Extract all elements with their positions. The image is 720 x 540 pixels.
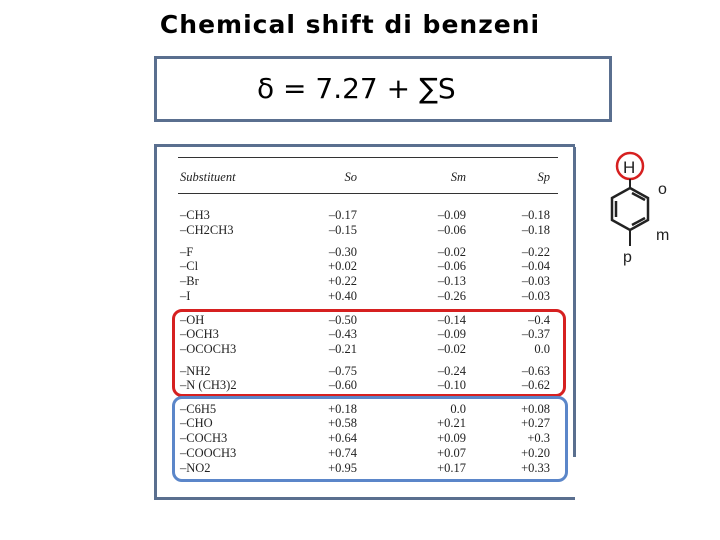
benzene-ring	[612, 188, 648, 230]
value-sp: –0.03	[521, 289, 550, 303]
hydrogen-label: H	[623, 158, 636, 177]
substituent-name: –COOCH3	[180, 446, 237, 460]
para-label: p	[623, 249, 632, 266]
value-sm: –0.09	[437, 208, 466, 222]
header-sp: Sp	[537, 170, 550, 184]
value-sm: –0.06	[437, 223, 466, 237]
value-sm: –0.06	[437, 259, 466, 273]
value-sp: –0.18	[521, 223, 550, 237]
value-sm: –0.02	[437, 342, 466, 356]
value-sm: –0.09	[437, 327, 466, 341]
value-sp: –0.03	[521, 274, 550, 288]
substituent-name: –F	[180, 245, 194, 259]
value-sp: –0.4	[528, 313, 550, 327]
value-so: –0.60	[328, 378, 357, 392]
substituent-name: –OH	[180, 313, 205, 327]
value-sm: –0.10	[437, 378, 466, 392]
value-so: +0.22	[328, 274, 357, 288]
value-so: –0.17	[328, 208, 357, 222]
value-so: –0.43	[328, 327, 357, 341]
value-sp: 0.0	[534, 342, 550, 356]
value-sp: +0.3	[527, 431, 550, 445]
value-so: +0.64	[328, 431, 357, 445]
value-so: –0.21	[328, 342, 357, 356]
header-substituent: Substituent	[180, 170, 236, 184]
table-rule	[178, 157, 558, 158]
value-sp: +0.20	[521, 446, 550, 460]
benzene-structure-diagram	[592, 146, 682, 276]
substituent-name: –Cl	[180, 259, 199, 273]
value-sp: –0.37	[521, 327, 550, 341]
value-sp: +0.27	[521, 416, 550, 430]
chemical-shift-formula: δ = 7.27 + ∑S	[257, 72, 456, 105]
value-sm: +0.17	[437, 461, 466, 475]
meta-label: m	[656, 227, 670, 244]
value-sp: –0.18	[521, 208, 550, 222]
value-so: –0.15	[328, 223, 357, 237]
substituent-name: –NH2	[180, 364, 211, 378]
substituent-name: –I	[180, 289, 191, 303]
substituent-name: –NO2	[180, 461, 211, 475]
value-sm: –0.02	[437, 245, 466, 259]
value-sm: +0.21	[437, 416, 466, 430]
value-sp: +0.33	[521, 461, 550, 475]
slide-title: Chemical shift di benzeni	[159, 10, 541, 39]
value-sp: –0.22	[521, 245, 550, 259]
substituent-name: –COCH3	[180, 431, 228, 445]
header-so: So	[344, 170, 357, 184]
value-so: –0.30	[328, 245, 357, 259]
value-sm: –0.13	[437, 274, 466, 288]
substituent-name: –N (CH3)2	[180, 378, 237, 392]
value-so: +0.58	[328, 416, 357, 430]
substituent-name: –CH2CH3	[180, 223, 234, 237]
value-sm: –0.24	[437, 364, 466, 378]
substituent-name: –CH3	[180, 208, 210, 222]
value-so: –0.50	[328, 313, 357, 327]
value-sm: 0.0	[450, 402, 466, 416]
value-sm: –0.14	[437, 313, 466, 327]
substituent-name: –OCH3	[180, 327, 219, 341]
value-sp: –0.63	[521, 364, 550, 378]
value-sm: +0.07	[437, 446, 466, 460]
substituent-name: –Br	[180, 274, 199, 288]
value-so: +0.74	[328, 446, 357, 460]
value-so: –0.75	[328, 364, 357, 378]
electron-donor-highlight	[172, 309, 566, 397]
value-sp: –0.04	[521, 259, 550, 273]
substituent-name: –CHO	[180, 416, 213, 430]
electron-acceptor-highlight	[172, 396, 568, 482]
value-sm: –0.26	[437, 289, 466, 303]
value-so: +0.40	[328, 289, 357, 303]
substituent-name: –C6H5	[180, 402, 217, 416]
value-so: +0.18	[328, 402, 357, 416]
value-sp: –0.62	[521, 378, 550, 392]
header-sm: Sm	[450, 170, 466, 184]
substituent-name: –OCOCH3	[180, 342, 237, 356]
value-so: +0.02	[328, 259, 357, 273]
ortho-label: o	[658, 181, 667, 198]
value-sp: +0.08	[521, 402, 550, 416]
value-so: +0.95	[328, 461, 357, 475]
value-sm: +0.09	[437, 431, 466, 445]
table-rule	[178, 193, 558, 194]
